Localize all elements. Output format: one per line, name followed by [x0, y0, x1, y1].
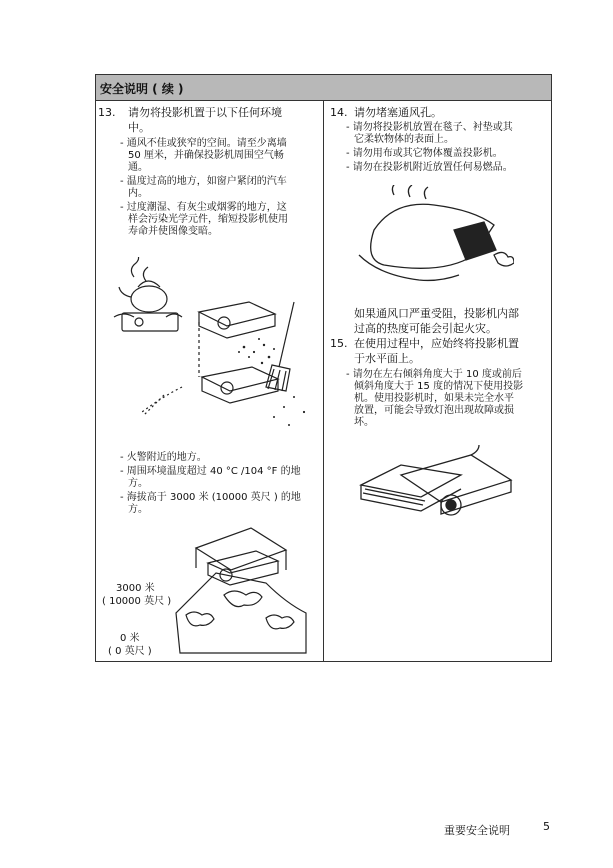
bullet-tilt-2: 倾斜角度大于 15 度的情况下使用投影 — [354, 381, 524, 392]
item-14-title: 请勿堵塞通风孔。 — [354, 106, 442, 119]
item-14-number: 14. — [330, 106, 348, 119]
item-15-text-2: 于水平面上。 — [354, 352, 420, 365]
altitude-high-feet: ( 10000 英尺 ) — [102, 596, 172, 607]
hazard-environment-illustration — [104, 257, 319, 437]
bullet-humidity-2: 样会污染光学元件，缩短投影机使用 — [128, 214, 288, 225]
item-15-text-1: 在使用过程中，应始终将投影机置 — [354, 337, 519, 350]
bullet-temp-1: - 周围环境温度超过 40 °C /104 °F 的地 — [120, 466, 301, 477]
altitude-low-feet: ( 0 英尺 ) — [108, 646, 152, 657]
bullet-fire-1: - 火警附近的地方。 — [120, 452, 207, 463]
column-divider — [323, 101, 324, 662]
item-13-text-1: 请勿将投影机置于以下任何环境 — [128, 106, 282, 119]
bullet-heat-1: - 温度过高的地方，如窗户紧闭的汽车 — [120, 176, 287, 187]
bullet-tilt-1: - 请勿在左右倾斜角度大于 10 度或前后 — [346, 369, 522, 380]
item-13-text-2: 中。 — [128, 121, 150, 134]
bullet-ventilation-3: 通。 — [128, 162, 148, 173]
bullet-cover: - 请勿用布或其它物体覆盖投影机。 — [346, 148, 503, 159]
section-title: 安全说明 ( 续 ) — [100, 82, 184, 96]
warning-text-2: 过高的热度可能会引起火灾。 — [354, 322, 497, 335]
warning-text-1: 如果通风口严重受阻，投影机内部 — [354, 307, 519, 320]
bullet-flammable: - 请勿在投影机附近放置任何易燃品。 — [346, 162, 513, 173]
bullet-humidity-3: 寿命并使图像变暗。 — [128, 226, 218, 237]
bullet-tilt-5: 坏。 — [354, 417, 374, 428]
bullet-humidity-1: - 过度潮湿、有灰尘或烟雾的地方，这 — [120, 202, 287, 213]
page-number: 5 — [543, 820, 550, 833]
item-13-number: 13. — [98, 106, 116, 119]
altitude-illustration — [166, 523, 316, 658]
bullet-tilt-4: 放置，可能会导致灯泡出现故障或损 — [354, 405, 514, 416]
footer-section-label: 重要安全说明 — [444, 824, 510, 837]
altitude-high-meters: 3000 米 — [116, 583, 155, 594]
bullet-ventilation-2: 50 厘米，并确保投影机周围空气畅 — [128, 150, 284, 161]
bullet-soft-surface-1: - 请勿将投影机放置在毯子、衬垫或其 — [346, 122, 513, 133]
bullet-heat-2: 内。 — [128, 188, 148, 199]
bullet-tilt-3: 机。使用投影机时，如果未完全水平 — [354, 393, 514, 404]
altitude-low-meters: 0 米 — [120, 633, 140, 644]
tilted-projector-illustration — [351, 445, 521, 545]
item-15-number: 15. — [330, 337, 348, 350]
bullet-altitude-1: - 海拔高于 3000 米 (10000 英尺 ) 的地 — [120, 492, 301, 503]
bullet-temp-2: 方。 — [128, 478, 148, 489]
bullet-ventilation-1: - 通风不佳或狭窄的空间。请至少离墙 — [120, 138, 287, 149]
covered-projector-illustration — [354, 185, 514, 300]
bullet-altitude-2: 方。 — [128, 504, 148, 515]
safety-table — [95, 74, 552, 662]
table-header — [96, 75, 551, 101]
bullet-soft-surface-2: 它柔软物体的表面上。 — [354, 134, 454, 145]
